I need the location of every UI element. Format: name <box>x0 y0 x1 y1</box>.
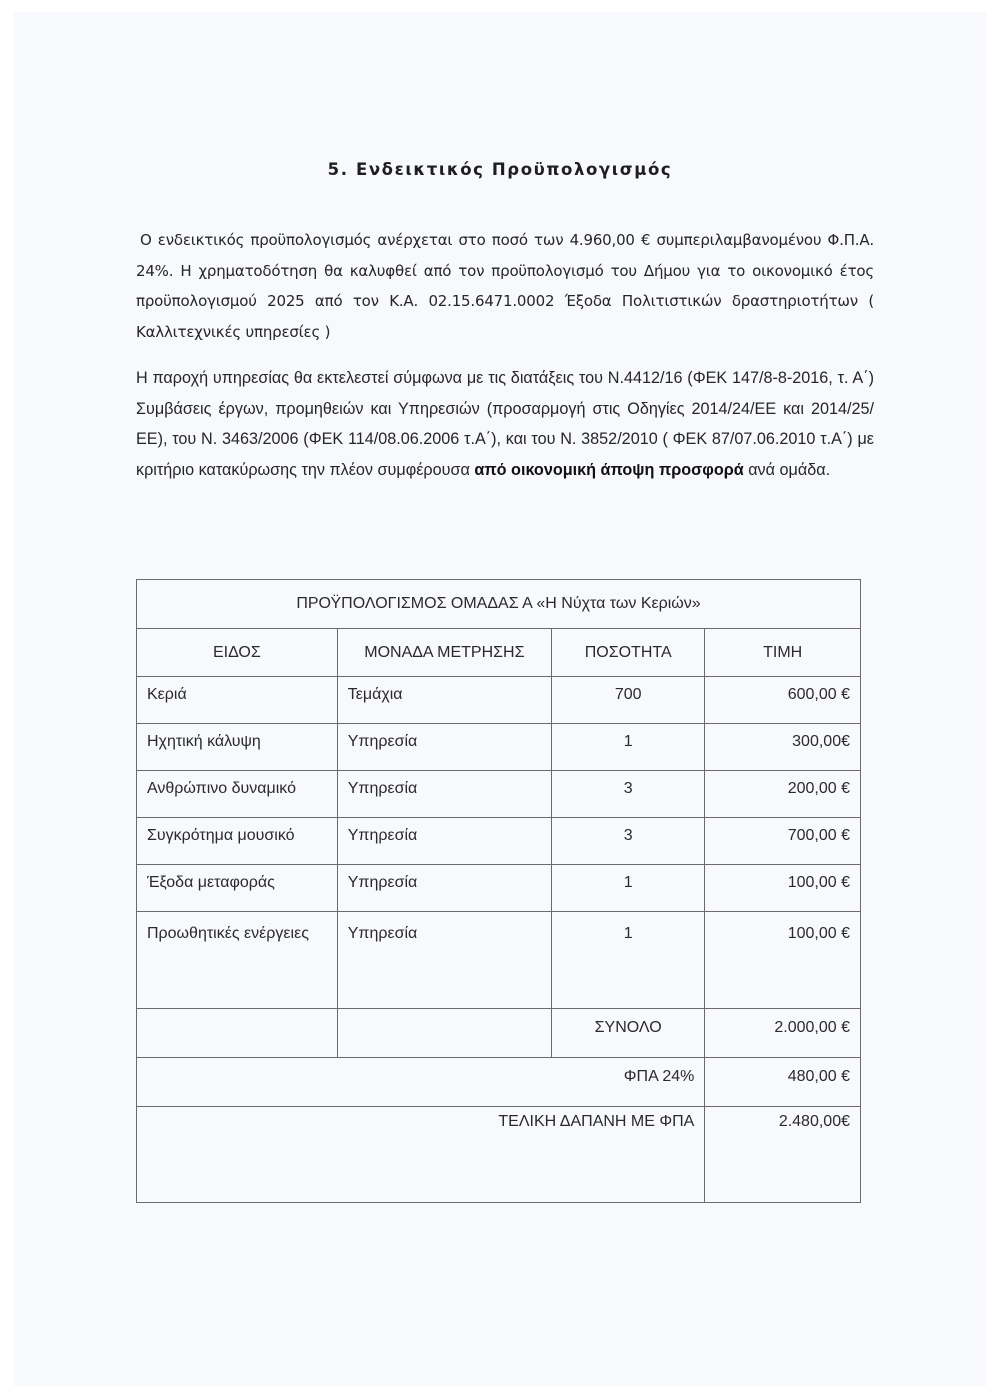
legal-paragraph <box>136 363 874 485</box>
header-quantity: ΠΟΣΟΤΗΤΑ <box>552 629 705 677</box>
table-row <box>137 771 861 818</box>
budget-paragraph-text: Ο ενδεικτικός προϋπολογισμός ανέρχεται στο ποσό των 4.960,00 € συμπεριλαμβανομένου Φ.Π.Α. 24%. Η χρηματοδότηση θα καλυφθεί από τον προϋπολογισμό του Δήμου για το οικονομικό έτος προϋπολογισμού 2025 από τον Κ.Α. 02.15.6471.0002 Έξοδα Πολιτιστικών δραστηριοτήτων ( Καλλιτεχνικές υπηρεσίες ) <box>136 231 874 341</box>
cell-price: 200,00 € <box>705 771 861 818</box>
cell-unit: Υπηρεσία <box>337 912 551 1009</box>
vat-value: 480,00 € <box>705 1058 861 1107</box>
cell-quantity: 1 <box>552 865 705 912</box>
cell-price: 600,00 € <box>705 677 861 724</box>
empty-cell <box>337 1009 551 1058</box>
cell-unit: Τεμάχια <box>337 677 551 724</box>
table-row <box>137 677 861 724</box>
cell-item: Ανθρώπινο δυναμικό <box>137 771 338 818</box>
cell-price: 300,00€ <box>705 724 861 771</box>
header-unit: ΜΟΝΑΔΑ ΜΕΤΡΗΣΗΣ <box>337 629 551 677</box>
vat-label: ΦΠΑ 24% <box>137 1058 705 1107</box>
cell-quantity: 3 <box>552 771 705 818</box>
cell-quantity: 1 <box>552 912 705 1009</box>
cell-unit: Υπηρεσία <box>337 771 551 818</box>
cell-item: Έξοδα μεταφοράς <box>137 865 338 912</box>
legal-paragraph-bold: από οικονομική άποψη προσφορά <box>474 460 744 479</box>
table-row <box>137 912 861 1009</box>
subtotal-row <box>137 1009 861 1058</box>
subtotal-label: ΣΥΝΟΛΟ <box>552 1009 705 1058</box>
header-item: ΕΙΔΟΣ <box>137 629 338 677</box>
cell-unit: Υπηρεσία <box>337 724 551 771</box>
legal-paragraph-tail: ανά ομάδα. <box>748 460 831 479</box>
total-value: 2.480,00€ <box>705 1107 861 1203</box>
cell-price: 100,00 € <box>705 865 861 912</box>
table-row <box>137 724 861 771</box>
cell-price: 100,00 € <box>705 912 861 1009</box>
cell-item: Ηχητική κάλυψη <box>137 724 338 771</box>
cell-unit: Υπηρεσία <box>337 865 551 912</box>
subtotal-value: 2.000,00 € <box>705 1009 861 1058</box>
table-title-row <box>137 580 861 629</box>
vat-row <box>137 1058 861 1107</box>
cell-quantity: 3 <box>552 818 705 865</box>
empty-cell <box>137 1009 338 1058</box>
total-row <box>137 1107 861 1203</box>
budget-table <box>136 579 861 1203</box>
cell-unit: Υπηρεσία <box>337 818 551 865</box>
cell-item: Συγκρότημα μουσικό <box>137 818 338 865</box>
legal-paragraph-text: Η παροχή υπηρεσίας θα εκτελεστεί σύμφωνα με τις διατάξεις του Ν.4412/16 (ΦΕΚ 147/8-8-2016, τ. Α΄) Συμβάσεις έργων, προμηθειών και Υπηρεσιών (προσαρμογή στις Οδηγίες 2014/24/ΕΕ και 2014/25/ΕΕ), του Ν. 3463/2006 (ΦΕΚ 114/08.06.2006 τ.Α΄), και του Ν. 3852/2010 ( ΦΕΚ 87/07.06.2010 τ.Α΄) με κριτήριο κατακύρωσης την πλέον συμφέρουσα <box>136 369 874 479</box>
table-header-row <box>137 629 861 677</box>
cell-quantity: 1 <box>552 724 705 771</box>
table-row <box>137 865 861 912</box>
cell-price: 700,00 € <box>705 818 861 865</box>
total-label: ΤΕΛΙΚΗ ΔΑΠΑΝΗ ΜΕ ΦΠΑ <box>137 1107 705 1203</box>
table-row <box>137 818 861 865</box>
cell-quantity: 700 <box>552 677 705 724</box>
section-title: 5. Ενδεικτικός Προϋπολογισμός <box>327 160 673 179</box>
cell-item: Κεριά <box>137 677 338 724</box>
budget-paragraph <box>136 225 874 347</box>
table-title: ΠΡΟΫΠΟΛΟΓΙΣΜΟΣ ΟΜΑΔΑΣ Α «Η Νύχτα των Κεριών» <box>137 580 861 629</box>
cell-item: Προωθητικές ενέργειες <box>137 912 338 1009</box>
header-price: ΤΙΜΗ <box>705 629 861 677</box>
